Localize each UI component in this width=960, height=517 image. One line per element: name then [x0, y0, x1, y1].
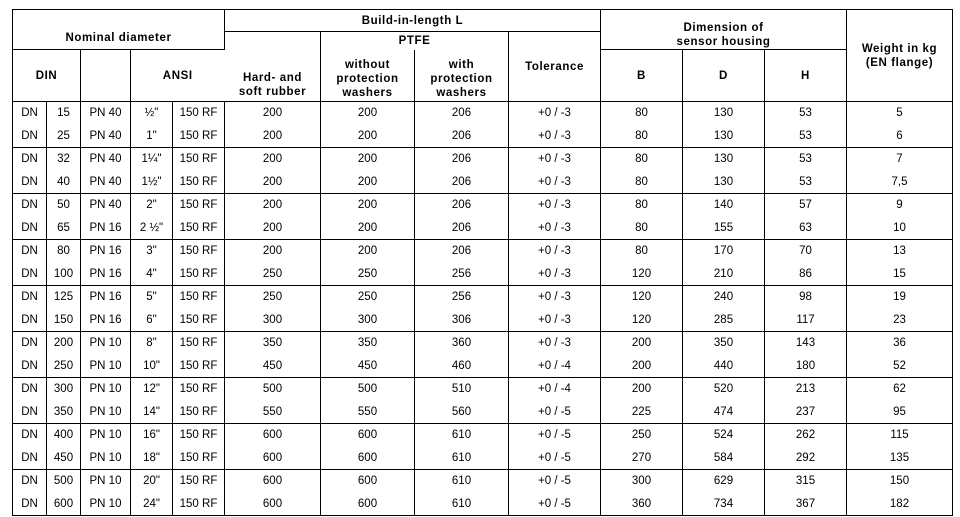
dn-prefix-cell: DN [13, 148, 47, 171]
dimension-header-line1: Dimension of [683, 22, 764, 34]
ptfe-with-length-cell: 610 [415, 424, 509, 447]
pn-rating-cell: PN 10 [81, 493, 131, 516]
din-spacer [81, 50, 131, 102]
ansi-size-cell: 5" [131, 286, 173, 309]
tolerance-cell: +0 / -3 [509, 125, 601, 148]
ansi-size-cell: 1" [131, 125, 173, 148]
dim-b-cell: 120 [601, 309, 683, 332]
ansi-class-cell: 150 RF [173, 148, 225, 171]
rubber-length-cell: 600 [225, 424, 321, 447]
ansi-class-cell: 150 RF [173, 125, 225, 148]
weight-header [847, 10, 953, 102]
with-header-line1: with [448, 59, 475, 71]
rubber-length-cell: 350 [225, 332, 321, 355]
dimensions-table-container [12, 9, 953, 516]
dim-b-cell: 80 [601, 125, 683, 148]
ansi-size-cell: 10" [131, 355, 173, 378]
with-header-line3: washers [436, 87, 487, 99]
table-row [13, 263, 953, 286]
weight-cell: 15 [893, 267, 906, 280]
dimension-header-line2: sensor housing [676, 36, 771, 48]
pn-rating-cell: PN 16 [81, 286, 131, 309]
tolerance-cell: +0 / -3 [509, 332, 601, 355]
pn-rating-cell: PN 10 [81, 378, 131, 401]
ansi-class-cell: 150 RF [173, 102, 225, 125]
table-row [13, 401, 953, 424]
dim-d-cell: 584 [683, 447, 765, 470]
ptfe-without-length-cell: 600 [321, 424, 415, 447]
pn-rating-cell: PN 16 [81, 309, 131, 332]
dn-size-cell: 250 [47, 355, 81, 378]
dim-b-cell: 80 [601, 217, 683, 240]
ansi-class-cell: 150 RF [173, 401, 225, 424]
table-row [13, 493, 953, 516]
weight-cell: 115 [847, 424, 953, 447]
ptfe-with-length-cell: 306 [415, 309, 509, 332]
pn-rating-cell: PN 16 [81, 217, 131, 240]
tolerance-cell: +0 / -3 [509, 148, 601, 171]
dim-h-cell: 70 [765, 240, 847, 263]
rubber-length-cell: 600 [225, 470, 321, 493]
dn-size-cell: 450 [47, 447, 81, 470]
tolerance-cell: +0 / -3 [509, 286, 601, 309]
dim-d-cell: 130 [683, 125, 765, 148]
dn-prefix-cell: DN [13, 332, 47, 355]
dn-prefix-cell: DN [13, 102, 47, 125]
dn-size-cell: 80 [47, 240, 81, 263]
dimension-header [601, 10, 847, 50]
rubber-length-cell: 200 [225, 125, 321, 148]
dn-prefix-cell: DN [13, 194, 47, 217]
ansi-size-cell: 8" [131, 332, 173, 355]
weight-cell: 150 [847, 470, 953, 493]
dim-b-cell: 80 [601, 102, 683, 125]
dn-size-cell: 200 [47, 332, 81, 355]
dim-b-cell: 250 [601, 424, 683, 447]
dim-h-cell: 53 [765, 148, 847, 171]
table-row [13, 125, 953, 148]
dim-h-cell: 213 [765, 378, 847, 401]
table-row [13, 148, 953, 171]
dn-prefix-cell: DN [13, 401, 47, 424]
ansi-class-cell: 150 RF [173, 332, 225, 355]
pn-rating-cell: PN 10 [81, 332, 131, 355]
weight-cell: 36 [847, 332, 953, 355]
pn-rating-cell: PN 10 [81, 447, 131, 470]
dim-b-cell: 200 [601, 355, 683, 378]
dim-h-cell: 98 [765, 286, 847, 309]
weight-cell: 7 [847, 148, 953, 171]
dn-prefix-cell: DN [13, 309, 47, 332]
tolerance-cell: +0 / -4 [509, 355, 601, 378]
weight-cell: 182 [889, 497, 910, 510]
weight-cell: 7,5 [891, 175, 908, 188]
ptfe-without-length-cell: 200 [321, 217, 415, 240]
with-header-line2: protection [430, 73, 493, 85]
ptfe-without-length-cell: 250 [321, 286, 415, 309]
rubber-length-cell: 550 [225, 401, 321, 424]
table-row [13, 286, 953, 309]
ptfe-without-length-cell: 200 [321, 102, 415, 125]
dim-d-cell: 734 [683, 493, 765, 516]
dim-b-cell: 200 [601, 332, 683, 355]
dn-prefix-cell: DN [13, 286, 47, 309]
dn-size-cell: 40 [47, 171, 81, 194]
h-header: H [765, 50, 847, 102]
ptfe-without-length-cell: 200 [321, 148, 415, 171]
ptfe-with-length-cell: 510 [415, 378, 509, 401]
rubber-length-cell: 500 [225, 378, 321, 401]
pn-rating-cell: PN 10 [81, 424, 131, 447]
ansi-class-cell: 150 RF [173, 309, 225, 332]
table-row [13, 240, 953, 263]
ptfe-without-length-cell: 600 [321, 447, 415, 470]
dn-size-cell: 125 [47, 286, 81, 309]
dim-h-cell: 86 [765, 263, 847, 286]
ptfe-with-length-cell: 610 [415, 493, 509, 516]
dn-prefix-cell: DN [13, 171, 47, 194]
table-row [13, 309, 953, 332]
dn-prefix-cell: DN [13, 217, 47, 240]
ansi-class-cell: 150 RF [173, 447, 225, 470]
tolerance-cell: +0 / -4 [509, 378, 601, 401]
ptfe-with-length-cell: 460 [415, 355, 509, 378]
ansi-size-cell: 4" [131, 263, 173, 286]
pn-rating-cell: PN 40 [81, 148, 131, 171]
rubber-length-cell: 600 [225, 447, 321, 470]
dim-h-cell: 262 [765, 424, 847, 447]
tolerance-cell: +0 / -3 [509, 263, 601, 286]
ptfe-without-length-cell: 200 [321, 171, 415, 194]
dim-d-cell: 524 [683, 424, 765, 447]
weight-cell: 10 [893, 221, 906, 234]
weight-cell: 13 [847, 240, 953, 263]
ptfe-without-length-cell: 200 [321, 240, 415, 263]
weight-cell: 135 [889, 451, 910, 464]
dim-d-cell: 474 [683, 401, 765, 424]
dim-d-cell: 350 [683, 332, 765, 355]
ptfe-with-length-cell: 206 [415, 240, 509, 263]
dim-b-cell: 360 [601, 493, 683, 516]
ptfe-with-length-cell: 206 [415, 217, 509, 240]
dim-h-cell: 143 [765, 332, 847, 355]
dimensions-table [12, 9, 953, 516]
weight-cell: 6 [896, 129, 903, 142]
ansi-class-cell: 150 RF [173, 286, 225, 309]
dim-b-cell: 200 [601, 378, 683, 401]
table-row [13, 424, 953, 447]
without-header-line3: washers [342, 87, 393, 99]
ansi-class-cell: 150 RF [173, 424, 225, 447]
nominal-diameter-header: Nominal diameter [13, 10, 225, 50]
weight-header-line2: (EN flange) [865, 56, 934, 69]
dim-h-cell: 367 [765, 493, 847, 516]
ansi-size-cell: 1¼" [131, 148, 173, 171]
dn-prefix-cell: DN [13, 447, 47, 470]
dn-size-cell: 300 [47, 378, 81, 401]
b-header: B [601, 50, 683, 102]
table-row [13, 470, 953, 493]
ptfe-with-length-cell: 560 [415, 401, 509, 424]
ptfe-without-length-cell: 500 [321, 378, 415, 401]
ptfe-without-length-cell: 200 [321, 125, 415, 148]
dim-d-cell: 170 [683, 240, 765, 263]
weight-cell: 19 [847, 286, 953, 309]
tolerance-header: Tolerance [509, 32, 601, 102]
dim-d-cell: 130 [683, 171, 765, 194]
tolerance-cell: +0 / -5 [509, 470, 601, 493]
weight-cell: 62 [847, 378, 953, 401]
ptfe-with-length-cell: 256 [415, 286, 509, 309]
tolerance-cell: +0 / -3 [509, 309, 601, 332]
tolerance-cell: +0 / -3 [509, 102, 601, 125]
ansi-size-cell: 24" [131, 493, 173, 516]
rubber-length-cell: 200 [225, 240, 321, 263]
weight-header-line1: Weight in kg [861, 42, 938, 55]
dim-b-cell: 225 [601, 401, 683, 424]
tolerance-cell: +0 / -5 [509, 424, 601, 447]
ptfe-with-length-cell: 610 [415, 470, 509, 493]
tolerance-cell: +0 / -5 [509, 493, 601, 516]
dn-size-cell: 15 [47, 102, 81, 125]
dim-h-cell: 53 [765, 102, 847, 125]
with-washers-header [415, 50, 509, 102]
rubber-length-cell: 600 [225, 493, 321, 516]
weight-cell: 9 [847, 194, 953, 217]
dn-size-cell: 500 [47, 470, 81, 493]
dim-d-cell: 285 [683, 309, 765, 332]
dim-h-cell: 315 [765, 470, 847, 493]
weight-cell: 95 [893, 405, 906, 418]
dim-h-cell: 63 [765, 217, 847, 240]
dim-b-cell: 120 [601, 286, 683, 309]
dim-d-cell: 155 [683, 217, 765, 240]
ansi-class-cell: 150 RF [173, 493, 225, 516]
pn-rating-cell: PN 40 [81, 102, 131, 125]
ansi-size-cell: 20" [131, 470, 173, 493]
dim-b-cell: 80 [601, 240, 683, 263]
rubber-header-line1: Hard- and [242, 72, 303, 84]
table-row [13, 194, 953, 217]
rubber-length-cell: 200 [225, 148, 321, 171]
rubber-length-cell: 200 [225, 194, 321, 217]
ptfe-without-length-cell: 550 [321, 401, 415, 424]
table-row [13, 447, 953, 470]
ansi-size-cell: 2" [131, 194, 173, 217]
rubber-header-line2: soft rubber [238, 86, 307, 98]
ansi-size-cell: 16" [131, 424, 173, 447]
rubber-length-cell: 300 [225, 309, 321, 332]
tolerance-cell: +0 / -3 [509, 171, 601, 194]
rubber-length-cell: 200 [225, 217, 321, 240]
dn-size-cell: 100 [47, 263, 81, 286]
dn-size-cell: 150 [47, 309, 81, 332]
dn-size-cell: 600 [47, 493, 81, 516]
pn-rating-cell: PN 10 [81, 355, 131, 378]
table-header [13, 10, 953, 102]
dim-d-cell: 240 [683, 286, 765, 309]
ansi-class-cell: 150 RF [173, 470, 225, 493]
ptfe-without-length-cell: 600 [321, 470, 415, 493]
dim-b-cell: 80 [601, 194, 683, 217]
ansi-size-cell: 18" [131, 447, 173, 470]
without-header-line1: without [344, 59, 391, 71]
dim-b-cell: 80 [601, 171, 683, 194]
dim-b-cell: 270 [601, 447, 683, 470]
rubber-length-cell: 450 [225, 355, 321, 378]
ansi-size-cell: 14" [131, 401, 173, 424]
ansi-class-cell: 150 RF [173, 240, 225, 263]
dn-prefix-cell: DN [13, 125, 47, 148]
ansi-size-cell: 2 ½" [131, 217, 173, 240]
ptfe-with-length-cell: 206 [415, 102, 509, 125]
table-row [13, 378, 953, 401]
pn-rating-cell: PN 40 [81, 171, 131, 194]
ptfe-with-length-cell: 206 [415, 148, 509, 171]
tolerance-cell: +0 / -5 [509, 401, 601, 424]
rubber-length-cell: 250 [225, 286, 321, 309]
ansi-class-cell: 150 RF [173, 378, 225, 401]
ansi-class-cell: 150 RF [173, 355, 225, 378]
pn-rating-cell: PN 16 [81, 263, 131, 286]
din-header: DIN [13, 50, 81, 102]
ptfe-without-length-cell: 250 [321, 263, 415, 286]
dn-prefix-cell: DN [13, 424, 47, 447]
dn-prefix-cell: DN [13, 470, 47, 493]
dn-prefix-cell: DN [13, 263, 47, 286]
dim-d-cell: 130 [683, 148, 765, 171]
pn-rating-cell: PN 10 [81, 401, 131, 424]
ptfe-without-length-cell: 300 [321, 309, 415, 332]
table-row [13, 217, 953, 240]
table-row [13, 102, 953, 125]
d-header: D [683, 50, 765, 102]
pn-rating-cell: PN 40 [81, 125, 131, 148]
weight-cell: 52 [893, 359, 906, 372]
dn-size-cell: 25 [47, 125, 81, 148]
dim-h-cell: 53 [765, 125, 847, 148]
dim-d-cell: 130 [683, 102, 765, 125]
ptfe-without-length-cell: 600 [321, 493, 415, 516]
table-row [13, 332, 953, 355]
ptfe-with-length-cell: 206 [415, 194, 509, 217]
tolerance-cell: +0 / -3 [509, 217, 601, 240]
dim-d-cell: 629 [683, 470, 765, 493]
tolerance-cell: +0 / -5 [509, 447, 601, 470]
pn-rating-cell: PN 16 [81, 240, 131, 263]
dim-h-cell: 237 [765, 401, 847, 424]
ptfe-with-length-cell: 206 [415, 171, 509, 194]
ansi-class-cell: 150 RF [173, 194, 225, 217]
rubber-header [225, 32, 321, 102]
table-body [13, 102, 953, 516]
ansi-class-cell: 150 RF [173, 217, 225, 240]
dim-h-cell: 180 [765, 355, 847, 378]
dim-d-cell: 520 [683, 378, 765, 401]
ptfe-without-length-cell: 200 [321, 194, 415, 217]
dim-h-cell: 53 [765, 171, 847, 194]
pn-rating-cell: PN 10 [81, 470, 131, 493]
dim-d-cell: 440 [683, 355, 765, 378]
dim-b-cell: 120 [601, 263, 683, 286]
dim-d-cell: 210 [683, 263, 765, 286]
table-row [13, 355, 953, 378]
dn-size-cell: 50 [47, 194, 81, 217]
dn-prefix-cell: DN [13, 378, 47, 401]
ptfe-without-length-cell: 350 [321, 332, 415, 355]
ptfe-header: PTFE [321, 32, 509, 50]
pn-rating-cell: PN 40 [81, 194, 131, 217]
ptfe-without-length-cell: 450 [321, 355, 415, 378]
ansi-size-cell: 3" [131, 240, 173, 263]
ansi-class-cell: 150 RF [173, 263, 225, 286]
dim-h-cell: 57 [765, 194, 847, 217]
tolerance-cell: +0 / -3 [509, 240, 601, 263]
ptfe-with-length-cell: 256 [415, 263, 509, 286]
build-in-length-header: Build-in-length L [225, 10, 601, 32]
ansi-header: ANSI [131, 50, 225, 102]
dn-size-cell: 32 [47, 148, 81, 171]
dim-d-cell: 140 [683, 194, 765, 217]
dn-size-cell: 350 [47, 401, 81, 424]
dim-b-cell: 300 [601, 470, 683, 493]
rubber-length-cell: 200 [225, 171, 321, 194]
ptfe-with-length-cell: 610 [415, 447, 509, 470]
dim-h-cell: 117 [765, 309, 847, 332]
ansi-size-cell: 6" [131, 309, 173, 332]
dim-h-cell: 292 [765, 447, 847, 470]
dn-size-cell: 400 [47, 424, 81, 447]
ptfe-with-length-cell: 206 [415, 125, 509, 148]
dn-prefix-cell: DN [13, 355, 47, 378]
ansi-size-cell: ½" [131, 102, 173, 125]
rubber-length-cell: 250 [225, 263, 321, 286]
dn-prefix-cell: DN [13, 493, 47, 516]
without-header-line2: protection [336, 73, 399, 85]
ansi-size-cell: 1½" [131, 171, 173, 194]
dim-b-cell: 80 [601, 148, 683, 171]
without-washers-header [321, 50, 415, 102]
dn-size-cell: 65 [47, 217, 81, 240]
weight-cell: 5 [847, 102, 953, 125]
rubber-length-cell: 200 [225, 102, 321, 125]
dn-prefix-cell: DN [13, 240, 47, 263]
ansi-class-cell: 150 RF [173, 171, 225, 194]
ptfe-with-length-cell: 360 [415, 332, 509, 355]
tolerance-cell: +0 / -3 [509, 194, 601, 217]
table-row [13, 171, 953, 194]
weight-cell: 23 [893, 313, 906, 326]
ansi-size-cell: 12" [131, 378, 173, 401]
